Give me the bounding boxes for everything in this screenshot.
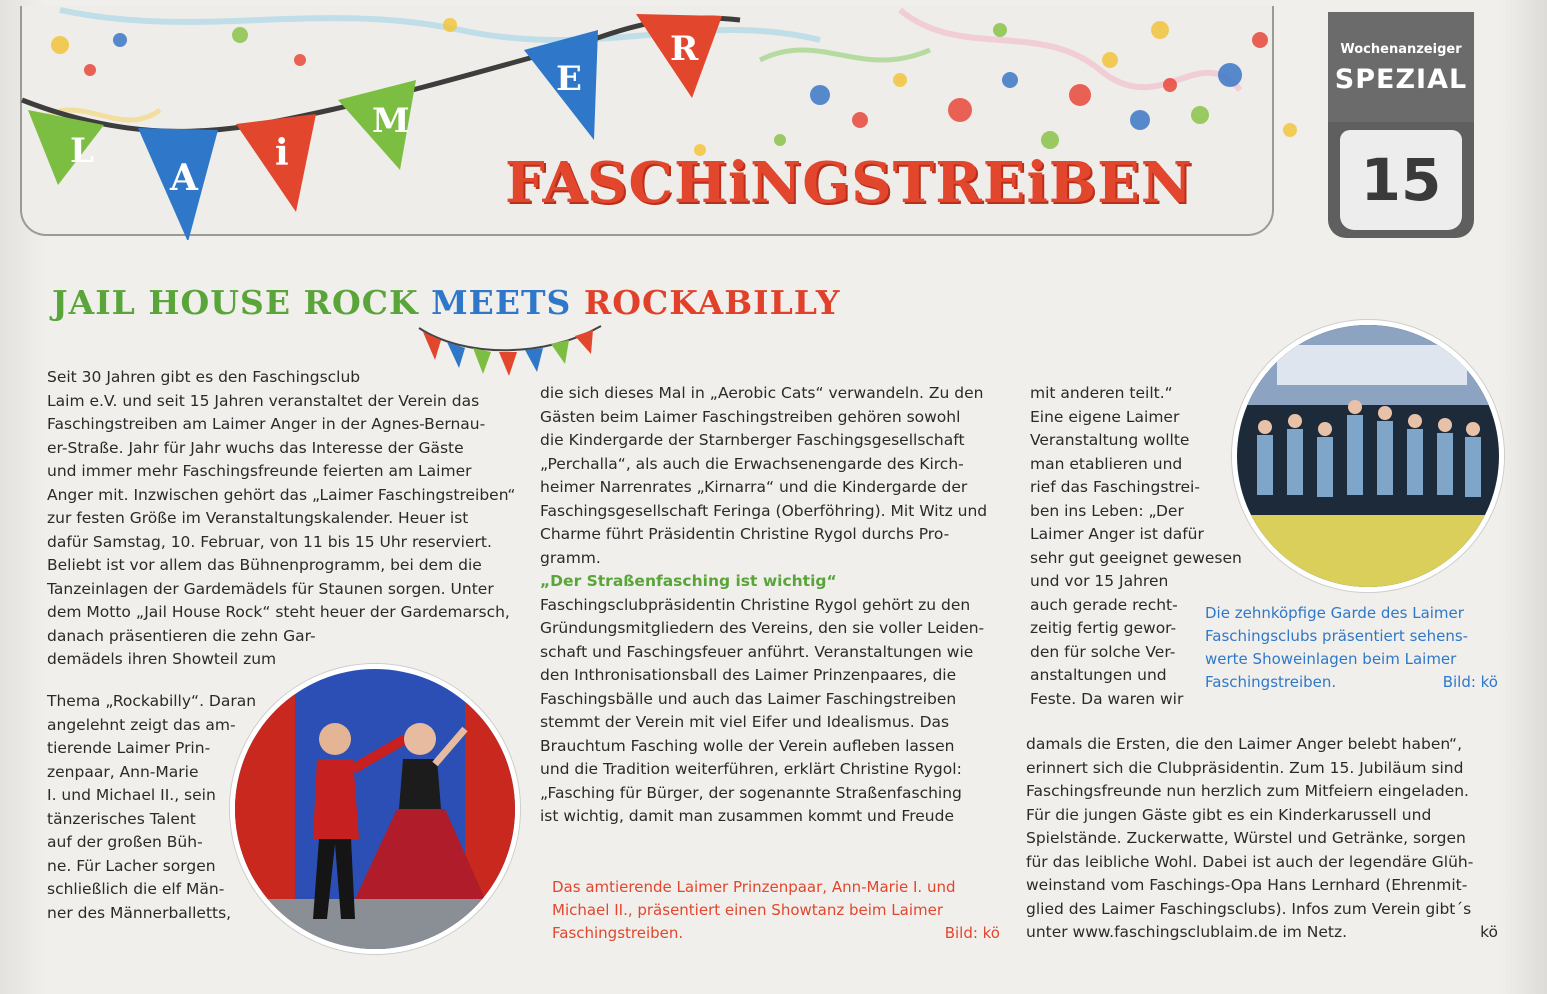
text-line: für das leibliche Wohl. Dabei ist auch der legendäre Glüh- — [1026, 852, 1474, 871]
text-line: die Kindergarde der Starnberger Faschingsgesellschaft — [540, 431, 965, 449]
section-title: FASCHiNGSTREiBEN — [505, 150, 1193, 216]
page-number: 15 — [1340, 130, 1462, 230]
text-line: Charme führt Präsidentin Christine Rygol durchs Pro- — [540, 525, 950, 543]
text-line: Beliebt ist vor allem das Bühnenprogramm, bei dem die — [47, 556, 482, 574]
spezial-title: SPEZIAL — [1334, 64, 1468, 95]
text-line: und immer mehr Faschingsfreunde feierten am Laimer — [47, 462, 472, 480]
text-line: zeitig fertig gewor- — [1030, 619, 1177, 637]
text-line: angelehnt zeigt das am- — [47, 715, 236, 734]
text-line: erinnert sich die Clubpräsidentin. Zum 15. Jubiläum sind — [1026, 758, 1464, 777]
article-column-2 — [540, 382, 1010, 829]
text-line: heimer Narrenrates „Kirnarra“ und die Kindergarde der — [540, 478, 968, 496]
text-line: danach präsentieren die zehn Gar- — [47, 626, 316, 645]
text-line: Gästen beim Laimer Faschingstreiben gehören sowohl — [540, 407, 961, 426]
text-line: Faschingsgesellschaft Feringa (Oberföhring). Mit Witz und — [540, 501, 988, 520]
text-line: tierende Laimer Prin- — [47, 739, 211, 757]
spezial-tab — [1328, 12, 1474, 238]
text-line: dem Motto „Jail House Rock“ steht heuer der Gardemarsch, — [47, 603, 510, 621]
text-line: Seit 30 Jahren gibt es den Faschingsclub — [47, 368, 361, 386]
bunting-letter-5: E — [556, 59, 582, 99]
headline-part-2: MEETS — [431, 283, 572, 322]
article-column-3-wide — [1026, 733, 1498, 945]
bunting-letter-2: A — [170, 157, 198, 199]
text-line: Laimer Anger ist dafür — [1030, 525, 1204, 543]
caption-line: Die zehnköpfige Garde des Laimer — [1205, 604, 1464, 622]
article-subheading: „Der Straßenfasching ist wichtig“ — [540, 572, 837, 590]
author-initials: kö — [1480, 923, 1498, 941]
caption-line: werte Showeinlagen beim Laimer — [1205, 650, 1457, 668]
text-line: glied des Laimer Faschingsclubs). Infos zum Verein gibt´s — [1026, 899, 1472, 918]
caption-line: Das amtierende Laimer Prinzenpaar, Ann-Marie I. und — [552, 878, 956, 896]
bunting-letter-4: M — [372, 101, 410, 141]
text-line: I. und Michael II., sein — [47, 786, 216, 804]
text-line: dafür Samstag, 10. Februar, von 11 bis 15 Uhr reserviert. — [47, 532, 492, 551]
dancing-couple-image — [235, 669, 515, 949]
text-line: „Perchalla“, als auch die Erwachsenengarde des Kirch- — [540, 454, 964, 473]
headline-part-1: JAIL HOUSE ROCK — [52, 283, 419, 322]
text-line: Faschingsfreunde nun herzlich zum Mitfeiern eingeladen. — [1026, 782, 1469, 800]
text-line: Laim e.V. und seit 15 Jahren veranstaltet der Verein das — [47, 391, 480, 410]
text-line: den Inthronisationsball des Laimer Prinzenpaares, die — [540, 666, 957, 684]
text-line: und die Tradition weiterführen, erklärt Christine Rygol: — [540, 760, 962, 778]
spezial-label: Wochenanzeiger — [1340, 42, 1462, 57]
bunting-letter-3: i — [275, 132, 289, 174]
article-column-1 — [47, 366, 522, 672]
text-line: Feste. Da waren wir — [1030, 689, 1184, 708]
caption-line: Michael II., präsentiert einen Showtanz beim Laimer — [552, 901, 944, 919]
text-line: mit anderen teilt.“ — [1030, 384, 1173, 402]
article-headline — [52, 283, 840, 322]
text-line: damals die Ersten, die den Laimer Anger belebt haben“, — [1026, 735, 1463, 753]
text-line: Brauchtum Fasching wolle der Verein aufleben lassen — [540, 736, 955, 755]
text-line: schaft und Faschingsfeuer anführt. Veranstaltungen wie — [540, 642, 974, 661]
text-line: den für solche Ver- — [1030, 642, 1176, 661]
garde-image — [1237, 325, 1499, 587]
headline-part-3: ROCKABILLY — [583, 283, 841, 322]
text-line: Faschingsclubpräsidentin Christine Rygol gehört zu den — [540, 595, 971, 614]
text-line: Für die jungen Gäste gibt es ein Kinderkarussell und — [1026, 805, 1432, 824]
text-line: Spielstände. Zuckerwatte, Würstel und Getränke, sorgen — [1026, 829, 1466, 847]
text-line: stemmt der Verein mit viel Eifer und Idealismus. Das — [540, 713, 950, 731]
text-line: er-Straße. Jahr für Jahr wuchs das Interesse der Gäste — [47, 438, 464, 457]
text-line: tänzerisches Talent — [47, 809, 196, 828]
text-line: man etablieren und — [1030, 454, 1183, 473]
photo-caption-garde — [1205, 602, 1498, 694]
text-line: Gründungsmitgliedern des Vereins, den sie voller Leiden- — [540, 619, 985, 637]
caption-line: Faschingstreiben. — [552, 924, 684, 942]
text-line: anstaltungen und — [1030, 666, 1167, 684]
text-line: Faschingstreiben am Laimer Anger in der Agnes-Bernau- — [47, 415, 486, 433]
text-line: Thema „Rockabilly“. Daran — [47, 692, 257, 710]
text-line: gramm. — [540, 548, 601, 567]
text-line: demädels ihren Showteil zum — [47, 650, 277, 668]
text-line: ist wichtig, damit man zusammen kommt und Freude — [540, 807, 954, 825]
bunting-letter-1: L — [70, 131, 94, 171]
caption-line: Faschingstreiben. — [1205, 673, 1337, 691]
photo-credit: Bild: kö — [1442, 673, 1498, 691]
text-line: auf der großen Büh- — [47, 833, 203, 851]
text-line: zenpaar, Ann-Marie — [47, 762, 199, 781]
bunting-letter-6: R — [670, 29, 699, 69]
caption-line: Faschingsclubs präsentiert sehens- — [1205, 627, 1469, 645]
text-line: ne. Für Lacher sorgen — [47, 856, 216, 875]
text-line: die sich dieses Mal in „Aerobic Cats“ verwandeln. Zu den — [540, 384, 984, 402]
text-line: unter www.faschingsclublaim.de im Netz. — [1026, 923, 1348, 941]
text-line: rief das Faschingstrei- — [1030, 478, 1200, 496]
text-line: ner des Männerballetts, — [47, 903, 232, 922]
text-line: Anger mit. Inzwischen gehört das „Laimer Faschingstreiben“ — [47, 485, 516, 504]
photo-dancing-couple — [230, 664, 520, 954]
text-line: ben ins Leben: „Der — [1030, 501, 1184, 520]
text-line: und vor 15 Jahren — [1030, 572, 1169, 590]
photo-caption-couple — [552, 876, 1000, 945]
text-line: weinstand vom Faschings-Opa Hans Lernhard (Ehrenmit- — [1026, 876, 1468, 894]
text-line: schließlich die elf Män- — [47, 880, 225, 898]
photo-credit: Bild: kö — [944, 924, 1000, 942]
text-line: Faschingsbälle und auch das Laimer Faschingstreiben — [540, 689, 957, 708]
text-line: auch gerade recht- — [1030, 595, 1178, 614]
text-line: „Fasching für Bürger, der sogenannte Straßenfasching — [540, 783, 962, 802]
text-line: sehr gut geeignet gewesen — [1030, 548, 1242, 567]
text-line: zur festen Größe im Veranstaltungskalender. Heuer ist — [47, 509, 469, 527]
text-line: Tanzeinlagen der Gardemädels für Staunen sorgen. Unter — [47, 579, 494, 598]
text-line: Veranstaltung wollte — [1030, 431, 1190, 449]
text-line: Eine eigene Laimer — [1030, 407, 1180, 426]
photo-garde — [1232, 320, 1504, 592]
